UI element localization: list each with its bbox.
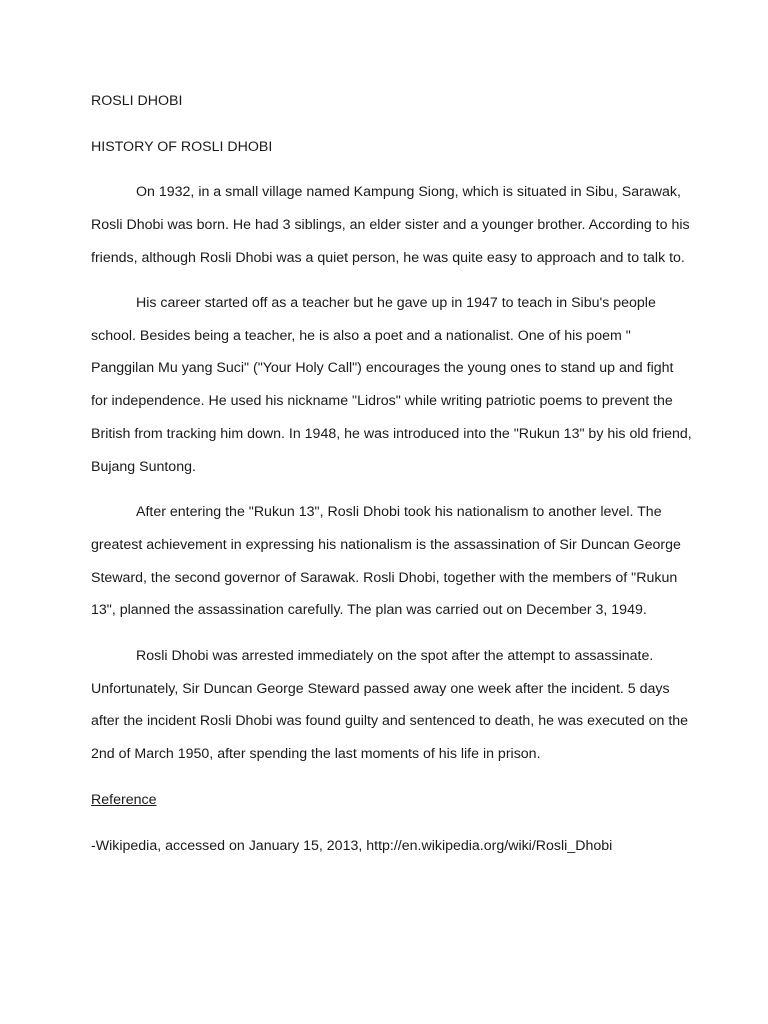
paragraph-line: Steward, the second governor of Sarawak. Rosli Dhobi, together with the members of "Rukun bbox=[91, 570, 678, 586]
paragraph-line: Unfortunately, Sir Duncan George Steward passed away one week after the incident. 5 days bbox=[91, 681, 670, 697]
paragraph-line: After entering the "Rukun 13", Rosli Dhobi took his nationalism to another level. The bbox=[136, 504, 662, 520]
paragraph-line: His career started off as a teacher but he gave up in 1947 to teach in Sibu's people bbox=[136, 295, 656, 311]
paragraph-line: school. Besides being a teacher, he is also a poet and a nationalist. One of his poem " bbox=[91, 328, 631, 344]
paragraph-line: friends, although Rosli Dhobi was a quiet person, he was quite easy to approach and to talk to. bbox=[91, 250, 685, 266]
paragraph-line: Panggilan Mu yang Suci" ("Your Holy Call") encourages the young ones to stand up and fight bbox=[91, 360, 674, 376]
paragraph-line: greatest achievement in expressing his nationalism is the assassination of Sir Duncan George bbox=[91, 537, 681, 553]
reference-entry: -Wikipedia, accessed on January 15, 2013, http://en.wikipedia.org/wiki/Rosli_Dhobi bbox=[91, 838, 613, 854]
paragraph-line: Rosli Dhobi was arrested immediately on the spot after the attempt to assassinate. bbox=[136, 648, 654, 664]
paragraph-line: for independence. He used his nickname "Lidros" while writing patriotic poems to prevent the bbox=[91, 393, 673, 409]
paragraph-line: British from tracking him down. In 1948, he was introduced into the "Rukun 13" by his old friend, bbox=[91, 426, 692, 442]
paragraph-line: Bujang Suntong. bbox=[91, 459, 196, 475]
document-subtitle: HISTORY OF ROSLI DHOBI bbox=[91, 139, 273, 155]
document-title: ROSLI DHOBI bbox=[91, 93, 183, 109]
paragraph-line: On 1932, in a small village named Kampung Siong, which is situated in Sibu, Sarawak, bbox=[136, 184, 681, 200]
reference-heading: Reference bbox=[91, 792, 157, 808]
paragraph-line: Rosli Dhobi was born. He had 3 siblings, an elder sister and a younger brother. According to his bbox=[91, 217, 690, 233]
paragraph-line: 13", planned the assassination carefully. The plan was carried out on December 3, 1949. bbox=[91, 602, 647, 618]
paragraph-line: 2nd of March 1950, after spending the last moments of his life in prison. bbox=[91, 746, 541, 762]
paragraph-line: after the incident Rosli Dhobi was found guilty and sentenced to death, he was executed on the bbox=[91, 713, 689, 729]
